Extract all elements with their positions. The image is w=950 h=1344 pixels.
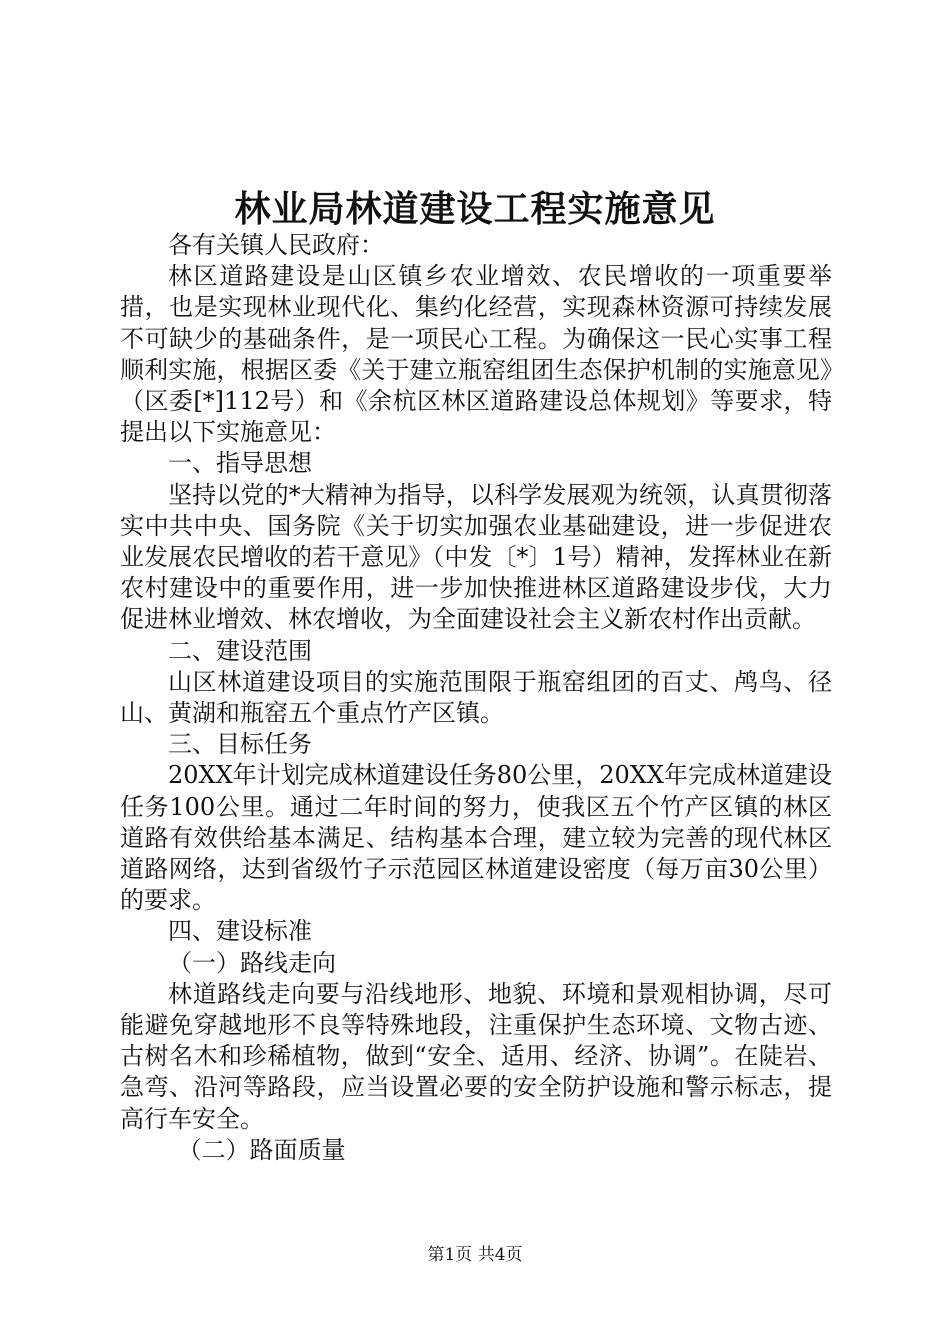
subsection-heading-route: （一）路线走向 (168, 948, 336, 977)
section-paragraph-guiding-ideology: 坚持以党的*大精神为指导，以科学发展观为统领，认真贯彻落实中共中央、国务院《关于切实加强农业基础建设，进一步促进农业发展农民增收的若干意见》（中发〔*〕1号）精神，发挥林业在新农村建设中的重要作用，进一步加快推进林区道路建设步伐，大力促进林业增效、林农增收，为全面建设社会主义新农村作出贡献。 (120, 480, 832, 634)
section-heading-construction-scope: 二、建设范围 (168, 636, 312, 665)
section-heading-targets: 三、目标任务 (168, 730, 312, 759)
section-paragraph-targets: 20XX年计划完成林道建设任务80公里，20XX年完成林道建设任务100公里。通过二年时间的努力，使我区五个竹产区镇的林区道路有效供给基本满足、结构基本合理，建立较为完善的现代林区道路网络，达到省级竹子示范园区林道建设密度（每万亩30公里）的要求。 (120, 761, 832, 915)
salutation: 各有关镇人民政府： (168, 231, 384, 259)
section-heading-guiding-ideology: 一、指导思想 (168, 449, 312, 478)
intro-paragraph: 林区道路建设是山区镇乡农业增效、农民增收的一项重要举措，也是实现林业现代化、集约化经营，实现森林资源可持续发展不可缺少的基础条件，是一项民心工程。为确保这一民心实事工程顺利实施，根据区委《关于建立瓶窑组团生态保护机制的实施意见》（区委[*]112号）和《余杭区林区道路建设总体规划》等要求，特提出以下实施意见： (120, 262, 832, 447)
page-footer: 第1页 共4页 (427, 1245, 523, 1265)
subsection-paragraph-route: 林道路线走向要与沿线地形、地貌、环境和景观相协调，尽可能避免穿越地形不良等特殊地段，注重保护生态环境、文物古迹、古树名木和珍稀植物，做到“安全、适用、经济、协调”。在陡岩、急弯、沿河等路段，应当设置必要的安全防护设施和警示标志，提高行车安全。 (120, 979, 832, 1133)
section-paragraph-construction-scope: 山区林道建设项目的实施范围限于瓶窑组团的百丈、鸬鸟、径山、黄湖和瓶窑五个重点竹产区镇。 (120, 667, 832, 728)
subsection-heading-pavement: （二）路面质量 (177, 1135, 346, 1164)
document-body (120, 230, 832, 1166)
document-title: 林业局林道建设工程实施意见 (234, 188, 716, 230)
section-heading-standards: 四、建设标准 (168, 917, 312, 946)
